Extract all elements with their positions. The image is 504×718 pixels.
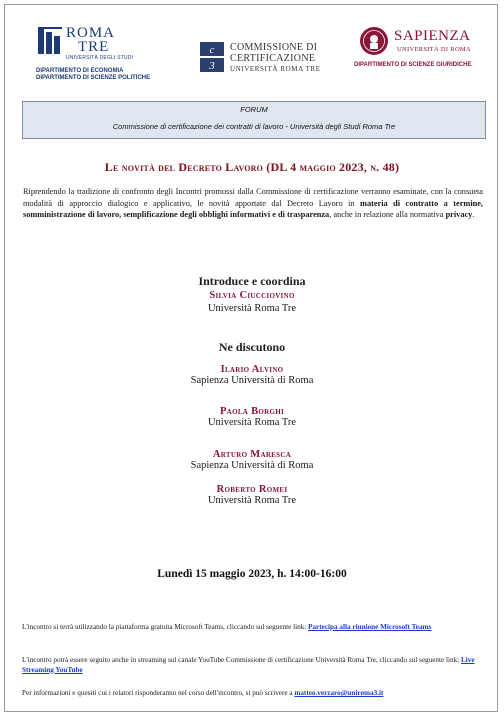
teams-info: [22, 623, 484, 633]
commissione-text: [230, 42, 321, 75]
moderator-affiliation: Università Roma Tre: [207, 303, 297, 314]
department-economia: DIPARTIMENTO DI ECONOMIA: [36, 68, 124, 74]
discussant-2: [0, 406, 504, 428]
speaker-affiliation: Università Roma Tre: [207, 495, 297, 506]
teams-link[interactable]: Partecipa alla riunione Microsoft Teams: [308, 623, 432, 631]
discussant-3: [0, 449, 504, 471]
contact-email-link[interactable]: matteo.verzaro@uniroma3.it: [294, 689, 384, 697]
speaker-name: Roberto Romei: [216, 484, 288, 495]
moderator-heading: Introduce e coordina: [198, 274, 306, 288]
youtube-link[interactable]: Live Streaming YouTube: [22, 656, 475, 674]
speaker-name: Arturo Maresca: [212, 449, 292, 460]
discussant-1: [0, 364, 504, 386]
speaker-affiliation: Sapienza Università di Roma: [190, 460, 314, 471]
intro-part3: .: [472, 210, 475, 219]
contact-info: [22, 689, 484, 699]
intro-privacy: privacy: [445, 210, 473, 219]
forum-banner: [22, 101, 486, 139]
commissione-mark-top: c: [209, 44, 215, 56]
teams-text: L'incontro si terrà utilizzando la piattaforma gratuita Microsoft Teams, cliccando sul seguente link:: [22, 623, 309, 631]
department-scienze-politiche: DIPARTIMENTO DI SCIENZE POLITICHE: [36, 75, 151, 81]
sapienza-seal-icon: [359, 26, 389, 56]
roma-tre-name-line2: TRE: [78, 39, 110, 55]
youtube-info: [22, 656, 484, 675]
discussants-heading-block: [0, 340, 504, 355]
moderator-section: [0, 274, 504, 314]
contact-text: Per informazioni e quesiti cui i relatori risponderanno nel corso dell'incontro, si può scrivere a: [22, 689, 295, 697]
intro-paragraph: [23, 186, 483, 221]
sapienza-name: SAPIENZA: [394, 28, 471, 44]
speaker-affiliation: Università Roma Tre: [207, 417, 297, 428]
intro-part2: , anche in relazione alla normativa: [329, 210, 446, 219]
commissione-line1: COMMISSIONE DI: [230, 42, 318, 53]
commissione-line3: UNIVERSITÀ ROMA TRE: [230, 65, 321, 73]
commissione-mark-bottom: 3: [209, 60, 215, 72]
event-date: Lunedì 15 maggio 2023, h. 14:00-16:00: [157, 568, 347, 580]
roma-tre-university: UNIVERSITÀ DEGLI STUDI: [66, 55, 134, 61]
intro-part1: Riprendendo la tradizione di confronto degli Incontri promossi dalla Commissione di certificazione verranno esaminate, con la consueta modalità di approccio dialogico e applicativo, le novità apportate dal Decreto Lavoro in: [23, 187, 483, 208]
youtube-text: L'incontro potrà essere seguito anche in streaming sul canale YouTube Commissione di certificazione Università Roma Tre, cliccando sul seguente link:: [22, 656, 461, 664]
sapienza-department: DIPARTIMENTO DI SCIENZE GIURIDICHE: [354, 62, 472, 68]
speaker-name: Ilario Alvino: [220, 364, 284, 375]
discussants-heading: Ne discutono: [218, 340, 286, 354]
roma-tre-departments: [36, 68, 150, 82]
moderator-name: Silvia Ciucciovino: [209, 290, 295, 301]
sapienza-subtitle: UNIVERSITÀ DI ROMA: [397, 46, 472, 53]
discussant-4: [0, 484, 504, 506]
speaker-name: Paola Borghi: [220, 406, 284, 417]
intro-topics: materia di contratto a termine, somministrazione di lavoro, semplificazione degli obblighi informativi e di trasparenza: [23, 198, 483, 219]
page-title: Le novità del Decreto Lavoro (DL 4 maggio 2023, n. 48): [104, 160, 400, 174]
commissione-line2: CERTIFICAZIONE: [230, 53, 316, 64]
roma-tre-name-line1: ROMA: [66, 25, 116, 41]
forum-label: FORUM: [240, 105, 268, 114]
speaker-affiliation: Sapienza Università di Roma: [190, 375, 314, 386]
commissione-mark-icon: [200, 42, 224, 72]
forum-subtitle: Commissione di certificazione dei contratti di lavoro - Università degli Studi Roma Tre: [112, 122, 396, 131]
